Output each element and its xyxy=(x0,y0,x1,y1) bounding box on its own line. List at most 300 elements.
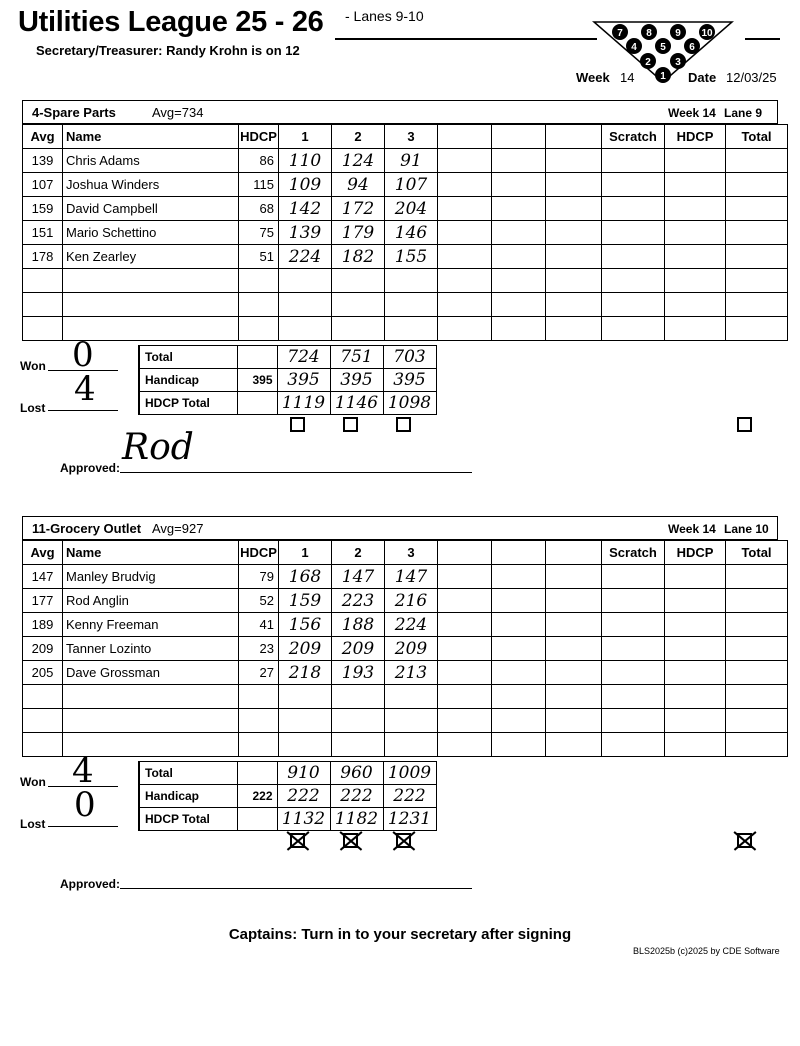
game-1-score[interactable]: 110 xyxy=(279,149,332,173)
pin-label: 2 xyxy=(645,57,651,68)
column-header-blank xyxy=(546,541,602,565)
bowler-average: 189 xyxy=(23,613,63,637)
table-row xyxy=(23,589,788,613)
empty-cell xyxy=(332,733,385,757)
game-1-score[interactable]: 209 xyxy=(279,637,332,661)
hdcp_total-game-1: 1132 xyxy=(277,808,330,831)
bowler-handicap: 52 xyxy=(239,589,279,613)
lost-line xyxy=(48,826,118,827)
empty-cell xyxy=(602,637,665,661)
empty-cell xyxy=(279,317,332,341)
bowler-name: Dave Grossman xyxy=(63,661,239,685)
team-lane: Lane 10 xyxy=(724,522,769,536)
empty-cell xyxy=(665,245,726,269)
team-week: Week 14 xyxy=(668,106,716,120)
bowler-average: 107 xyxy=(23,173,63,197)
bowler-handicap: 41 xyxy=(239,613,279,637)
empty-cell xyxy=(665,637,726,661)
empty-cell xyxy=(602,269,665,293)
pin-label: 10 xyxy=(701,28,713,39)
game-2-score[interactable]: 209 xyxy=(332,637,385,661)
empty-cell xyxy=(665,149,726,173)
empty-cell xyxy=(492,565,546,589)
empty-cell xyxy=(726,565,788,589)
column-header-g3: 3 xyxy=(385,125,438,149)
table-row xyxy=(23,565,788,589)
empty-cell xyxy=(665,661,726,685)
empty-cell xyxy=(239,733,279,757)
bowler-average: 151 xyxy=(23,221,63,245)
empty-cell xyxy=(23,317,63,341)
bowler-handicap: 75 xyxy=(239,221,279,245)
pin-label: 4 xyxy=(631,42,637,53)
empty-cell xyxy=(279,709,332,733)
column-header-scratch: Scratch xyxy=(602,541,665,565)
empty-cell xyxy=(546,149,602,173)
table-row xyxy=(23,637,788,661)
game-3-score[interactable]: 146 xyxy=(385,221,438,245)
empty-cell xyxy=(665,317,726,341)
table-row xyxy=(23,733,788,757)
empty-cell xyxy=(546,293,602,317)
empty-cell xyxy=(332,685,385,709)
empty-cell xyxy=(546,685,602,709)
game-1-score[interactable]: 159 xyxy=(279,589,332,613)
empty-cell xyxy=(665,565,726,589)
game-2-score[interactable]: 147 xyxy=(332,565,385,589)
handicap-game-1: 395 xyxy=(277,369,330,392)
lost-label: Lost xyxy=(20,401,46,415)
empty-cell xyxy=(546,565,602,589)
empty-cell xyxy=(726,589,788,613)
empty-cell xyxy=(726,637,788,661)
empty-cell xyxy=(438,245,492,269)
column-header-total: Total xyxy=(726,125,788,149)
empty-cell xyxy=(665,221,726,245)
game-checkbox[interactable] xyxy=(737,833,752,848)
empty-cell xyxy=(726,733,788,757)
table-row xyxy=(23,269,788,293)
empty-cell xyxy=(239,709,279,733)
table-row xyxy=(23,661,788,685)
team-handicap: 395 xyxy=(237,369,277,392)
game-3-score[interactable]: 216 xyxy=(385,589,438,613)
handicap-label: Handicap xyxy=(139,785,237,808)
team-totals xyxy=(138,345,437,415)
empty-cell xyxy=(726,173,788,197)
bowler-handicap: 23 xyxy=(239,637,279,661)
empty-cell xyxy=(239,269,279,293)
table-row xyxy=(23,293,788,317)
bowler-name: Mario Schettino xyxy=(63,221,239,245)
handicap-game-2: 395 xyxy=(330,369,383,392)
empty-cell xyxy=(63,685,239,709)
game-checkbox[interactable] xyxy=(343,833,358,848)
empty-cell xyxy=(23,709,63,733)
empty-cell xyxy=(726,245,788,269)
empty-cell xyxy=(665,269,726,293)
empty-cell xyxy=(385,733,438,757)
total-game-2: 751 xyxy=(330,346,383,369)
column-header-blank xyxy=(492,541,546,565)
handicap-game-2: 222 xyxy=(330,785,383,808)
game-2-score[interactable]: 124 xyxy=(332,149,385,173)
pin-label: 1 xyxy=(660,71,666,82)
empty-cell xyxy=(492,733,546,757)
total-game-2: 960 xyxy=(330,762,383,785)
empty-cell xyxy=(63,293,239,317)
hdcp_total-label: HDCP Total xyxy=(139,392,237,415)
table-row xyxy=(23,149,788,173)
empty-cell xyxy=(602,221,665,245)
column-header-blank xyxy=(546,125,602,149)
game-checkbox[interactable] xyxy=(343,417,358,432)
hdcp_total-label: HDCP Total xyxy=(139,808,237,831)
empty-cell xyxy=(602,709,665,733)
empty-cell xyxy=(438,293,492,317)
bowler-average: 159 xyxy=(23,197,63,221)
table-row xyxy=(23,197,788,221)
empty-cell xyxy=(438,565,492,589)
empty-cell xyxy=(492,245,546,269)
empty-cell xyxy=(602,613,665,637)
column-header-g3: 3 xyxy=(385,541,438,565)
total-game-1: 724 xyxy=(277,346,330,369)
bowler-name: Ken Zearley xyxy=(63,245,239,269)
table-row xyxy=(23,685,788,709)
empty-cell xyxy=(239,685,279,709)
empty-cell xyxy=(665,293,726,317)
empty-cell xyxy=(385,317,438,341)
bowler-average: 139 xyxy=(23,149,63,173)
game-3-score[interactable]: 224 xyxy=(385,613,438,637)
game-3-score[interactable]: 91 xyxy=(385,149,438,173)
empty-cell xyxy=(23,269,63,293)
bowler-name: Rod Anglin xyxy=(63,589,239,613)
column-header-blank xyxy=(492,125,546,149)
handicap-row xyxy=(139,785,436,808)
empty-cell xyxy=(602,149,665,173)
empty-cell xyxy=(438,269,492,293)
lost-value[interactable]: 4 xyxy=(74,369,96,409)
empty-cell xyxy=(385,293,438,317)
bowler-name: Manley Brudvig xyxy=(63,565,239,589)
empty-cell xyxy=(23,293,63,317)
empty-cell xyxy=(546,589,602,613)
game-checkbox[interactable] xyxy=(290,417,305,432)
week-value: 14 xyxy=(620,70,635,85)
empty-cell xyxy=(438,733,492,757)
hdcp_total-game-2: 1146 xyxy=(330,392,383,415)
empty-cell xyxy=(726,685,788,709)
empty-cell xyxy=(332,709,385,733)
empty-cell xyxy=(602,245,665,269)
column-header-hdcp2: HDCP xyxy=(665,125,726,149)
empty-cell xyxy=(665,709,726,733)
bowler-average: 147 xyxy=(23,565,63,589)
pin-label: 5 xyxy=(660,42,666,53)
empty-cell xyxy=(438,637,492,661)
bowler-name: Joshua Winders xyxy=(63,173,239,197)
empty-cell xyxy=(492,661,546,685)
footer-instruction: Captains: Turn in to your secretary after signing xyxy=(228,926,572,943)
lanes-label: - Lanes 9-10 xyxy=(345,8,424,24)
team-average: Avg=927 xyxy=(152,521,204,536)
empty-cell xyxy=(546,637,602,661)
pin-label: 9 xyxy=(675,28,681,39)
empty-cell xyxy=(492,269,546,293)
column-header-hdcp: HDCP xyxy=(239,125,279,149)
bowler-handicap: 68 xyxy=(239,197,279,221)
won-value[interactable]: 4 xyxy=(72,751,94,791)
empty-cell xyxy=(602,733,665,757)
bowler-name: Chris Adams xyxy=(63,149,239,173)
empty-cell xyxy=(665,197,726,221)
empty-cell xyxy=(492,317,546,341)
game-2-score[interactable]: 94 xyxy=(332,173,385,197)
bowler-average: 209 xyxy=(23,637,63,661)
empty-cell xyxy=(546,221,602,245)
empty-cell xyxy=(726,149,788,173)
bowler-name: Kenny Freeman xyxy=(63,613,239,637)
approval-signature[interactable]: Rod xyxy=(122,427,194,468)
column-header-avg: Avg xyxy=(23,125,63,149)
bowler-average: 177 xyxy=(23,589,63,613)
empty-cell xyxy=(438,317,492,341)
column-header-g1: 1 xyxy=(279,125,332,149)
total-game-1: 910 xyxy=(277,762,330,785)
total-label: Total xyxy=(139,346,237,369)
empty-cell xyxy=(237,346,277,369)
empty-cell xyxy=(237,762,277,785)
empty-cell xyxy=(726,269,788,293)
column-header-name: Name xyxy=(63,125,239,149)
game-1-score[interactable]: 168 xyxy=(279,565,332,589)
game-1-score[interactable]: 218 xyxy=(279,661,332,685)
empty-cell xyxy=(438,173,492,197)
game-2-score[interactable]: 223 xyxy=(332,589,385,613)
empty-cell xyxy=(665,733,726,757)
won-label: Won xyxy=(20,359,46,373)
game-3-score[interactable]: 147 xyxy=(385,565,438,589)
empty-cell xyxy=(492,613,546,637)
game-1-score[interactable]: 109 xyxy=(279,173,332,197)
score-grid xyxy=(22,540,788,757)
bowler-name: Tanner Lozinto xyxy=(63,637,239,661)
hdcp_total-game-3: 1098 xyxy=(383,392,436,415)
copyright: BLS2025b (c)2025 by CDE Software xyxy=(633,946,780,956)
empty-cell xyxy=(492,197,546,221)
lost-line xyxy=(48,410,118,411)
game-2-score[interactable]: 182 xyxy=(332,245,385,269)
game-1-score[interactable]: 224 xyxy=(279,245,332,269)
handicap-label: Handicap xyxy=(139,369,237,392)
empty-cell xyxy=(726,317,788,341)
empty-cell xyxy=(726,709,788,733)
team-totals xyxy=(138,761,437,831)
empty-cell xyxy=(438,661,492,685)
secretary-note: Secretary/Treasurer: Randy Krohn is on 12 xyxy=(36,43,300,58)
empty-cell xyxy=(726,613,788,637)
game-2-score[interactable]: 179 xyxy=(332,221,385,245)
bowler-average: 178 xyxy=(23,245,63,269)
empty-cell xyxy=(23,733,63,757)
empty-cell xyxy=(602,293,665,317)
game-3-score[interactable]: 155 xyxy=(385,245,438,269)
lost-label: Lost xyxy=(20,817,46,831)
pin-label: 6 xyxy=(689,42,695,53)
bowler-handicap: 86 xyxy=(239,149,279,173)
handicap-row xyxy=(139,369,436,392)
empty-cell xyxy=(546,269,602,293)
hdcp-total-row xyxy=(139,392,436,415)
empty-cell xyxy=(279,269,332,293)
empty-cell xyxy=(438,685,492,709)
bowler-handicap: 115 xyxy=(239,173,279,197)
approved-label: Approved: xyxy=(60,877,120,891)
empty-cell xyxy=(546,317,602,341)
handicap-game-1: 222 xyxy=(277,785,330,808)
empty-cell xyxy=(726,661,788,685)
game-1-score[interactable]: 156 xyxy=(279,613,332,637)
team-name: 4-Spare Parts xyxy=(32,105,116,120)
approved-line xyxy=(120,472,472,473)
empty-cell xyxy=(602,197,665,221)
column-header-blank xyxy=(438,125,492,149)
game-3-score[interactable]: 213 xyxy=(385,661,438,685)
total-row xyxy=(139,762,436,785)
empty-cell xyxy=(438,221,492,245)
empty-cell xyxy=(602,173,665,197)
approval-signature-field[interactable] xyxy=(120,869,472,889)
empty-cell xyxy=(726,293,788,317)
game-3-score[interactable]: 209 xyxy=(385,637,438,661)
bowler-handicap: 27 xyxy=(239,661,279,685)
empty-cell xyxy=(438,709,492,733)
table-row xyxy=(23,613,788,637)
lost-value[interactable]: 0 xyxy=(74,785,96,825)
empty-cell xyxy=(63,709,239,733)
game-1-score[interactable]: 142 xyxy=(279,197,332,221)
game-checkbox[interactable] xyxy=(396,833,411,848)
column-header-g2: 2 xyxy=(332,541,385,565)
game-3-score[interactable]: 204 xyxy=(385,197,438,221)
won-label: Won xyxy=(20,775,46,789)
column-header-total: Total xyxy=(726,541,788,565)
team-lane: Lane 9 xyxy=(724,106,763,120)
table-row xyxy=(23,245,788,269)
table-row xyxy=(23,317,788,341)
hdcp-total-row xyxy=(139,808,436,831)
team-header-bar xyxy=(22,100,778,124)
empty-cell xyxy=(237,808,277,831)
bowler-handicap: 51 xyxy=(239,245,279,269)
empty-cell xyxy=(237,392,277,415)
empty-cell xyxy=(546,733,602,757)
empty-cell xyxy=(665,173,726,197)
game-1-score[interactable]: 139 xyxy=(279,221,332,245)
empty-cell xyxy=(279,293,332,317)
column-header-g1: 1 xyxy=(279,541,332,565)
hdcp_total-game-3: 1231 xyxy=(383,808,436,831)
bowler-name: David Campbell xyxy=(63,197,239,221)
empty-cell xyxy=(546,245,602,269)
empty-cell xyxy=(602,317,665,341)
empty-cell xyxy=(492,709,546,733)
empty-cell xyxy=(726,197,788,221)
bowler-average: 205 xyxy=(23,661,63,685)
empty-cell xyxy=(546,709,602,733)
pin-label: 7 xyxy=(617,28,623,39)
empty-cell xyxy=(492,173,546,197)
empty-cell xyxy=(726,221,788,245)
table-row xyxy=(23,173,788,197)
empty-cell xyxy=(546,613,602,637)
bowler-handicap: 79 xyxy=(239,565,279,589)
handicap-game-3: 222 xyxy=(383,785,436,808)
empty-cell xyxy=(438,197,492,221)
team-average: Avg=734 xyxy=(152,105,204,120)
empty-cell xyxy=(279,685,332,709)
total-game-3: 703 xyxy=(383,346,436,369)
empty-cell xyxy=(665,685,726,709)
team-week: Week 14 xyxy=(668,522,716,536)
game-2-score[interactable]: 188 xyxy=(332,613,385,637)
column-header-scratch: Scratch xyxy=(602,125,665,149)
score-grid xyxy=(22,124,788,341)
empty-cell xyxy=(665,589,726,613)
game-checkbox[interactable] xyxy=(737,417,752,432)
column-header-hdcp2: HDCP xyxy=(665,541,726,565)
title-rule xyxy=(335,38,597,40)
game-2-score[interactable]: 172 xyxy=(332,197,385,221)
empty-cell xyxy=(438,613,492,637)
empty-cell xyxy=(332,269,385,293)
empty-cell xyxy=(279,733,332,757)
won-value[interactable]: 0 xyxy=(72,335,94,375)
empty-cell xyxy=(492,221,546,245)
empty-cell xyxy=(602,589,665,613)
empty-cell xyxy=(546,661,602,685)
game-checkbox[interactable] xyxy=(396,417,411,432)
empty-cell xyxy=(492,685,546,709)
approved-label: Approved: xyxy=(60,461,120,475)
empty-cell xyxy=(546,197,602,221)
column-header-avg: Avg xyxy=(23,541,63,565)
empty-cell xyxy=(239,317,279,341)
game-3-score[interactable]: 107 xyxy=(385,173,438,197)
game-2-score[interactable]: 193 xyxy=(332,661,385,685)
total-row xyxy=(139,346,436,369)
empty-cell xyxy=(602,565,665,589)
column-header-hdcp: HDCP xyxy=(239,541,279,565)
empty-cell xyxy=(23,685,63,709)
league-title: Utilities League 25 - 26 xyxy=(18,6,324,38)
column-header-name: Name xyxy=(63,541,239,565)
empty-cell xyxy=(492,293,546,317)
empty-cell xyxy=(665,613,726,637)
empty-cell xyxy=(492,637,546,661)
empty-cell xyxy=(546,173,602,197)
title-rule-right xyxy=(745,38,780,40)
pin-label: 8 xyxy=(646,28,652,39)
game-checkbox[interactable] xyxy=(290,833,305,848)
empty-cell xyxy=(385,685,438,709)
empty-cell xyxy=(385,269,438,293)
empty-cell xyxy=(438,149,492,173)
week-label: Week xyxy=(576,70,610,85)
column-header-g2: 2 xyxy=(332,125,385,149)
